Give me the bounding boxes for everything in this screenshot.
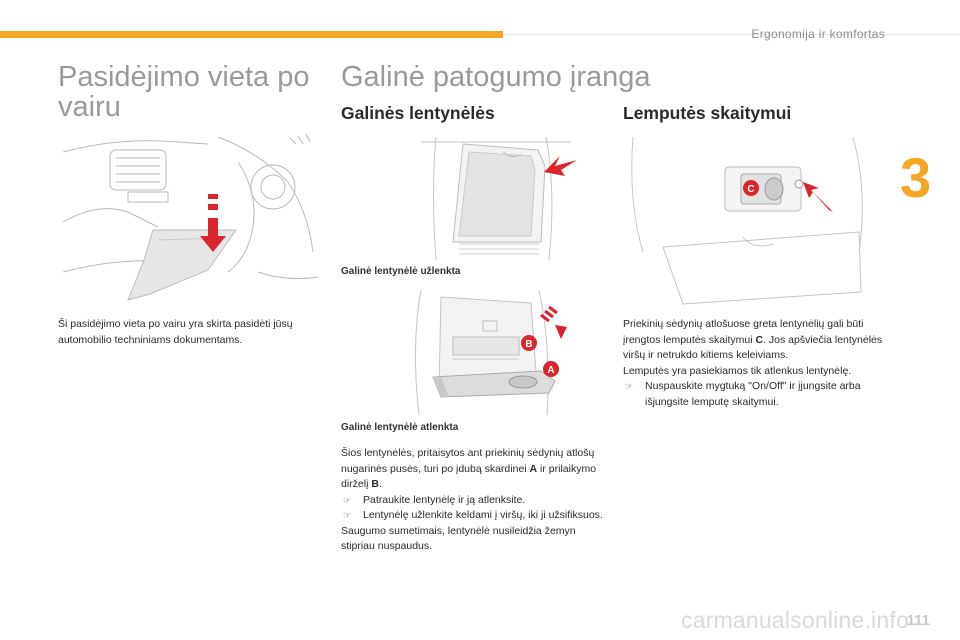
bullet-item [623, 379, 885, 410]
callout-c [743, 180, 759, 196]
callout-c-label: C [747, 184, 755, 195]
accent-bar [0, 31, 503, 38]
reading-lamps-paragraph-part-2: . Jos apšviečia lentynėlės viršų ir netrukdo kitiems keleiviams. [623, 333, 883, 361]
rear-tables-text [341, 446, 603, 555]
bullet-text-unfold: Patraukite lentynėlę ir ją atlenksite. [363, 493, 526, 506]
bullet-marker: ☞ [625, 381, 634, 391]
bullet-item [341, 493, 603, 509]
left-title: Pasidėjimo vieta po vairu [58, 61, 310, 124]
callout-b [521, 335, 537, 351]
rear-tables-paragraph-part-1: Šios lentynėlės, pritaisytos ant priekinių sėdynių atlošų nugarinės pusės, turi po įdubą skardinei [341, 447, 595, 475]
left-description [58, 317, 320, 348]
rear-tables-paragraph [341, 446, 603, 493]
key-a: A [529, 462, 538, 475]
reading-lamps-paragraph [623, 317, 885, 364]
table-unfolded-figure [341, 285, 603, 415]
key-c: C [755, 333, 764, 346]
callout-a [543, 361, 559, 377]
caption-folded: Galinė lentynėlė užlenkta [341, 266, 461, 277]
rear-tables-heading: Galinės lentynėlės [341, 103, 495, 123]
caption-unfolded: Galinė lentynėlė atlenkta [341, 422, 459, 433]
dashboard-storage-illustration [58, 132, 320, 307]
bullet-item [341, 508, 603, 524]
reading-lamps-heading: Lemputės skaitymui [623, 103, 792, 123]
dashboard-storage-figure [58, 132, 320, 307]
section-header: Ergonomija ir komfortas [751, 27, 885, 41]
reading-lamps-paragraph-part-1: Priekinių sėdynių atlošuose greta lentynėlių gali būti įrengtos lemputės skaitymui [623, 318, 864, 346]
bullet-marker: ☞ [343, 494, 352, 505]
header-rule [503, 34, 960, 35]
watermark: carmanualsonline.info [681, 607, 909, 633]
reading-lamp-illustration [623, 132, 885, 307]
bullet-text-fold: Lentynėlę užlenkite keldami į viršų, iki ji užsifiksuos. [363, 509, 603, 521]
left-description-text: Ši pasidėjimo vieta po vairu yra skirta pasidėti jūsų automobilio techniniams dokumentams. [58, 318, 293, 346]
table-folded-figure [341, 132, 603, 260]
callout-a-label: A [547, 365, 555, 376]
page-number: 111 [906, 612, 930, 629]
table-unfolded-illustration [341, 285, 603, 415]
bullet-text-lamp: Nuspauskite mygtuką "On/Off" ir įjungsite arba išjungsite lemputę skaitymui. [645, 380, 861, 408]
rear-tables-paragraph-part-2: ir prilaikymo dirželį [341, 462, 597, 490]
chapter-number: 3 [900, 146, 932, 209]
callout-b-label: B [525, 339, 533, 350]
reading-lamp-figure [623, 132, 885, 307]
key-b: B [371, 478, 379, 490]
reading-lamps-text [623, 317, 885, 410]
safety-note: Saugumo sumetimais, lentynėlė nusileidžia žemyn stipriau nuspaudus. [341, 524, 576, 552]
bullet-marker: ☞ [343, 510, 352, 520]
right-title: Galinė patogumo įranga [341, 61, 651, 93]
rear-tables-paragraph-part-3: . [378, 478, 382, 490]
reading-lamps-paragraph-2: Lemputės yra pasiekiamos tik atlenkus lentynėlę. [623, 364, 852, 377]
table-folded-illustration [341, 132, 603, 260]
